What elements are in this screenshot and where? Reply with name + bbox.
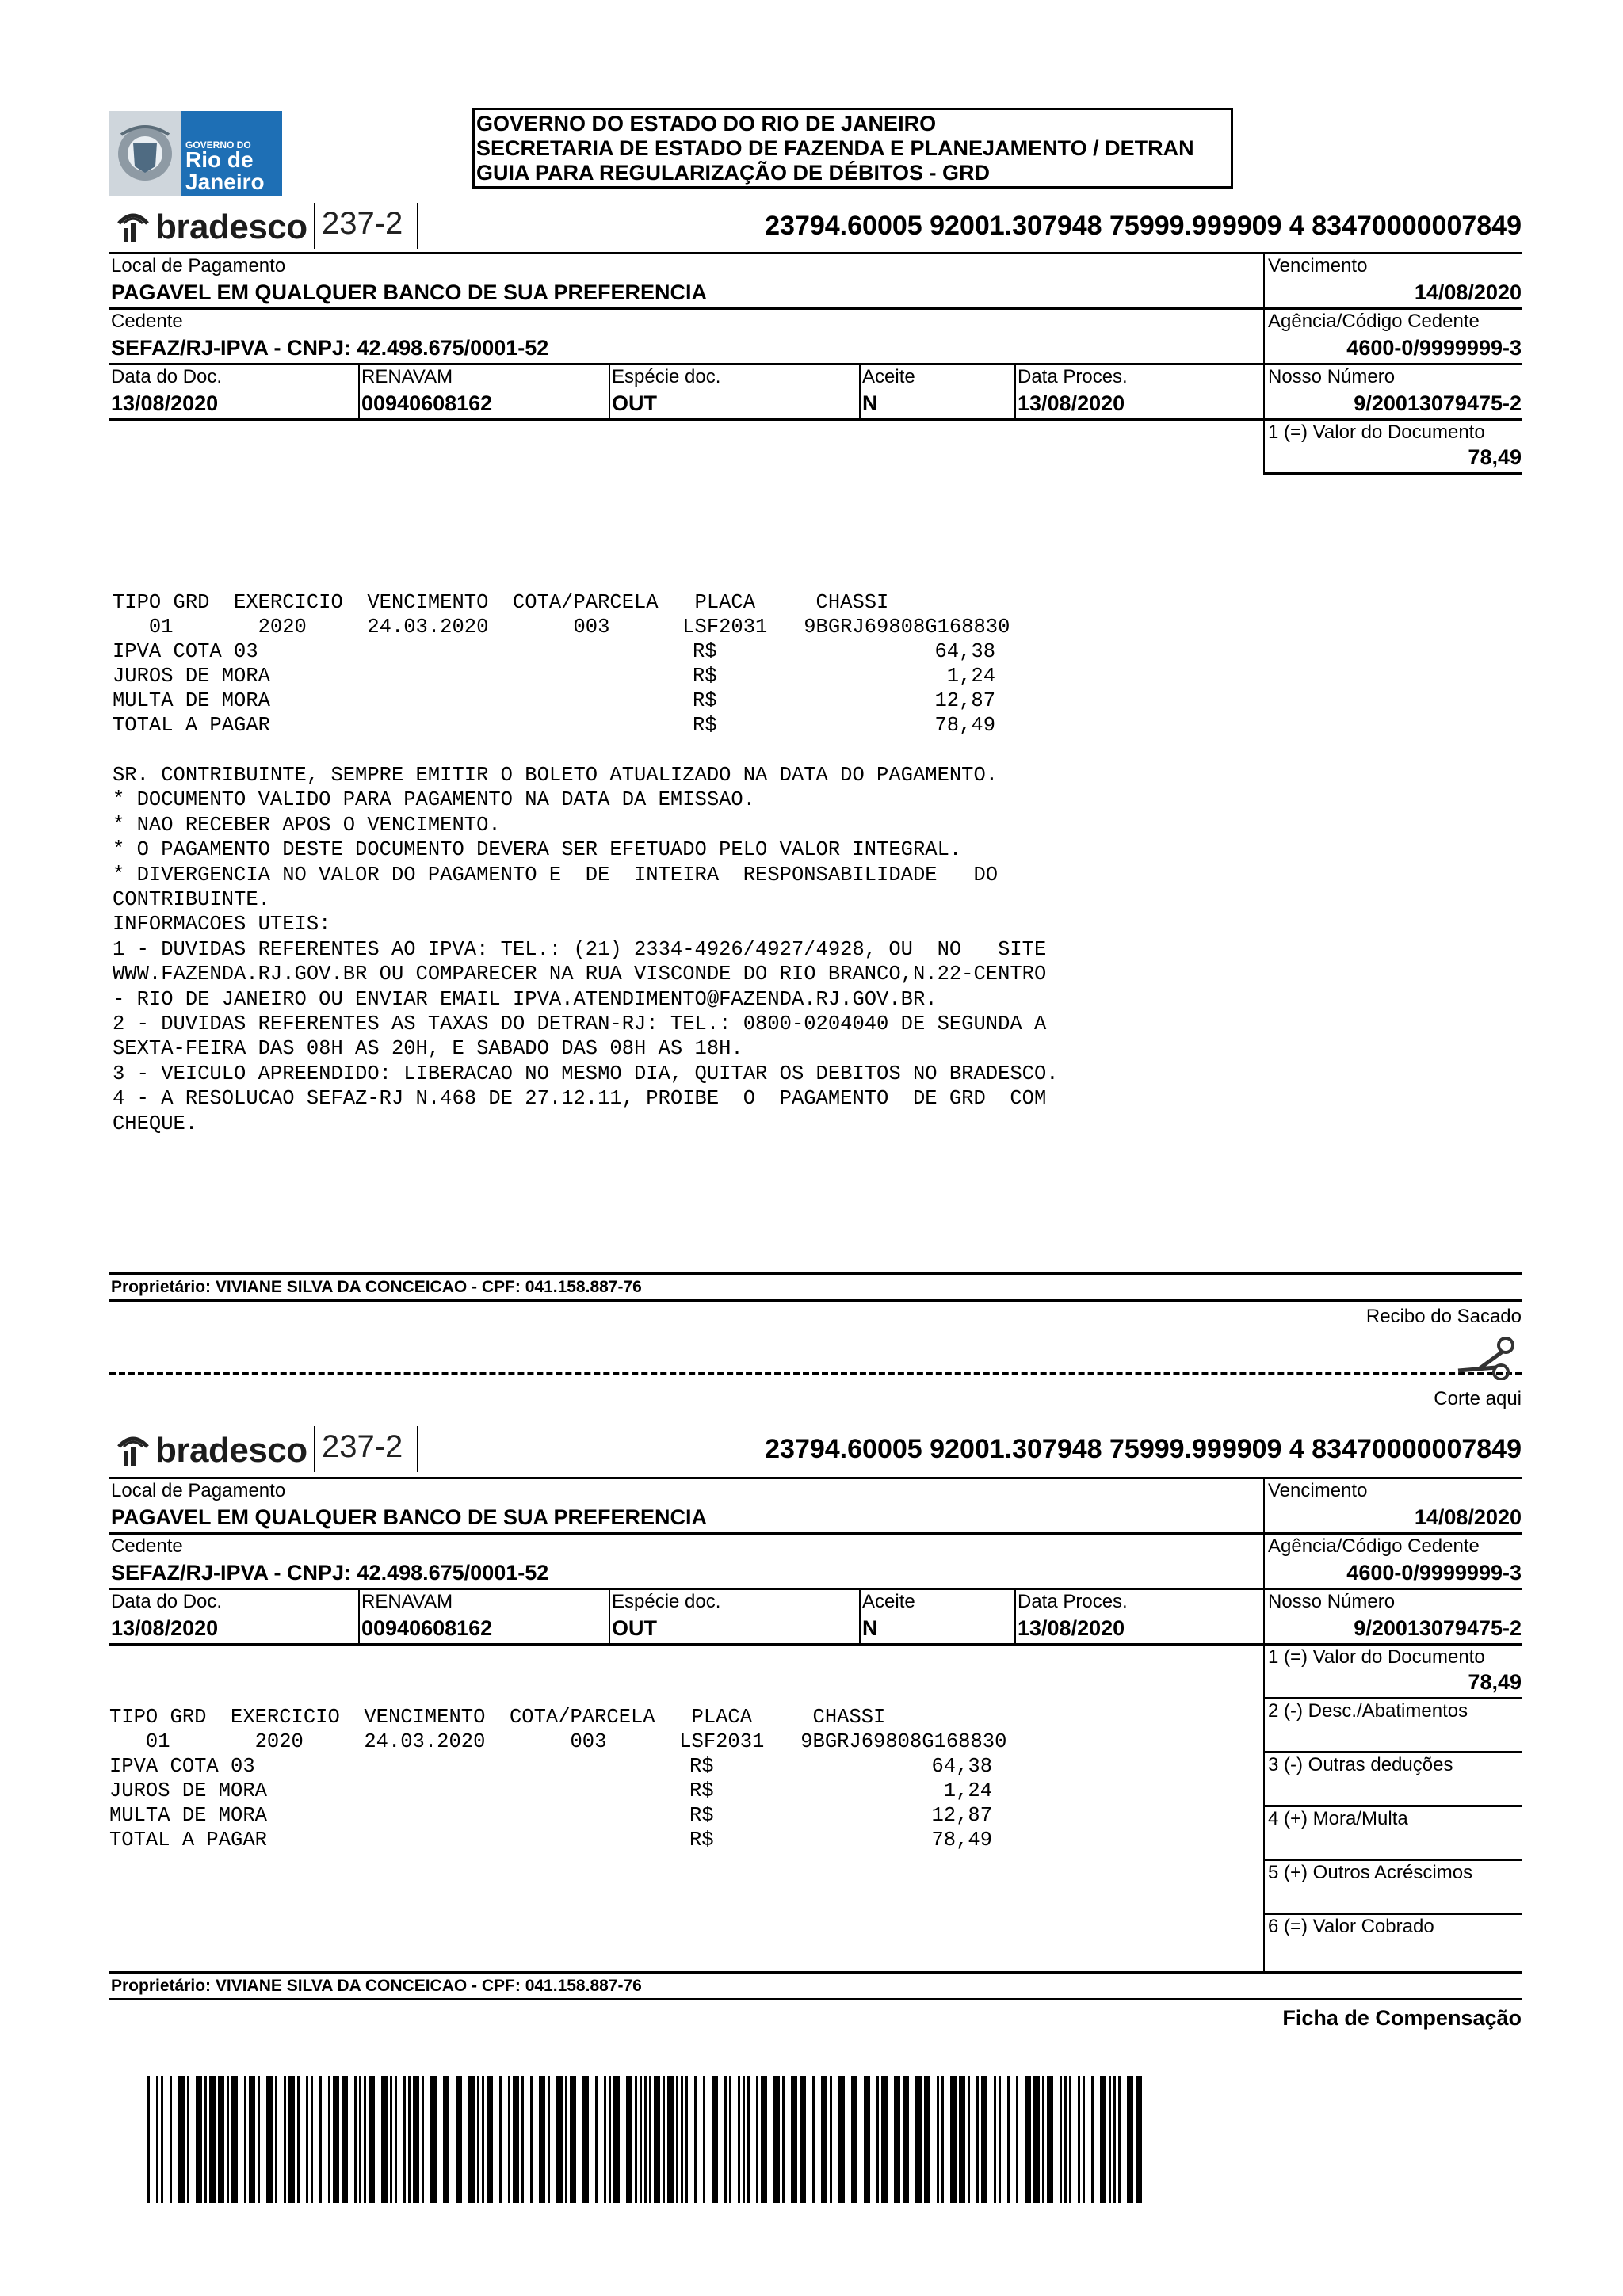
rule	[609, 363, 610, 418]
barcode-bar	[468, 2076, 475, 2203]
barcode-bar	[231, 2076, 238, 2203]
detail-total-currency: R$	[693, 714, 717, 737]
barcode-bar	[311, 2076, 313, 2203]
rule	[358, 363, 360, 418]
barcode-bar	[249, 2076, 255, 2203]
barcode-bar	[950, 2076, 957, 2203]
vencimento-label: Vencimento	[1268, 1480, 1368, 1501]
valor-doc-label: 1 (=) Valor do Documento	[1268, 421, 1485, 443]
barcode-bar	[244, 2076, 246, 2203]
barcode-bar	[422, 2076, 424, 2203]
logo-rio-text: Rio de	[185, 147, 254, 172]
rule	[109, 252, 1522, 254]
barcode-bar	[209, 2076, 216, 2203]
cedente-label: Cedente	[111, 1535, 183, 1557]
nosso-numero-value: 9/20013079475-2	[1354, 391, 1522, 415]
header-title-line-2: SECRETARIA DE ESTADO DE FAZENDA E PLANEJAMENTO / DETRAN	[476, 136, 1194, 160]
barcode-bar	[1060, 2076, 1062, 2203]
barcode-bar	[773, 2076, 780, 2203]
barcode-bar	[999, 2076, 1001, 2203]
barcode-bar	[821, 2076, 827, 2203]
barcode-bar	[915, 2076, 922, 2203]
barcode-bar	[894, 2076, 900, 2203]
instruction-line: * DIVERGENCIA NO VALOR DO PAGAMENTO E DE INTEIRA RESPONSABILIDADE DO	[113, 863, 999, 887]
barcode-bar	[613, 2076, 620, 2203]
instruction-line: * NAO RECEBER APOS O VENCIMENTO.	[113, 813, 501, 837]
rule	[1014, 1588, 1016, 1643]
detail-line-amount: 1,24	[943, 1779, 992, 1802]
barcode-bar	[1016, 2076, 1018, 2203]
barcode-bar	[395, 2076, 397, 2203]
barcode-bar	[968, 2076, 970, 2203]
aceite-value: N	[862, 1616, 878, 1640]
rule	[859, 1588, 861, 1643]
bank-name: bradesco	[155, 208, 307, 246]
data-proces-value: 13/08/2020	[1018, 1616, 1125, 1640]
barcode-bar	[864, 2076, 870, 2203]
barcode-bar	[761, 2076, 767, 2203]
agencia-value: 4600-0/9999999-3	[1346, 1561, 1522, 1585]
especie-label: Espécie doc.	[612, 366, 721, 387]
bank-code: 237-2	[322, 206, 403, 241]
barcode-bar	[306, 2076, 308, 2203]
barcode-bar	[359, 2076, 361, 2203]
barcode-bar	[903, 2076, 909, 2203]
logo-governo-text: GOVERNO DO	[185, 139, 251, 151]
bank-divider-2	[417, 1426, 418, 1472]
rule	[1263, 1697, 1522, 1699]
detail-line-currency: R$	[689, 1804, 714, 1827]
data-proces-label: Data Proces.	[1018, 1591, 1128, 1612]
rule	[859, 363, 861, 418]
barcode-bar	[328, 2076, 330, 2203]
details-header-row: TIPO GRD EXERCICIO VENCIMENTO COTA/PARCELA PLACA CHASSI	[109, 1706, 886, 1729]
barcode-bar	[170, 2076, 172, 2203]
renavam-label: RENAVAM	[361, 1591, 453, 1612]
local-pagamento-label: Local de Pagamento	[111, 255, 286, 277]
barcode-bar	[408, 2076, 411, 2203]
barcode-bar	[582, 2076, 589, 2203]
header-title-line-1: GOVERNO DO ESTADO DO RIO DE JANEIRO	[476, 112, 937, 135]
barcode-bar	[1042, 2076, 1044, 2203]
barcode-bar	[477, 2076, 479, 2203]
renavam-value: 00940608162	[361, 391, 493, 415]
linha-digitavel: 23794.60005 92001.307948 75999.999909 4 83470000007849	[765, 1434, 1522, 1464]
rule	[1263, 472, 1522, 475]
barcode-bar	[743, 2076, 745, 2203]
detail-total-label: TOTAL A PAGAR	[113, 714, 270, 737]
scissors-icon	[1455, 1336, 1522, 1380]
nosso-numero-label: Nosso Número	[1268, 1591, 1396, 1612]
instruction-line: 4 - A RESOLUCAO SEFAZ-RJ N.468 DE 27.12.11, PROIBE O PAGAMENTO DE GRD COM	[113, 1087, 1047, 1111]
barcode-bar	[539, 2076, 545, 2203]
barcode-bar	[1069, 2076, 1071, 2203]
detail-line-amount: 12,87	[931, 1804, 992, 1827]
barcode-bar	[976, 2076, 979, 2203]
rule	[1263, 1477, 1265, 1973]
barcode-bar	[1007, 2076, 1010, 2203]
instruction-line: 1 - DUVIDAS REFERENTES AO IPVA: TEL.: (21) 2334-4926/4927/4928, OU NO SITE	[113, 937, 1047, 961]
barcode-bar	[369, 2076, 375, 2203]
barcode-bar	[830, 2076, 832, 2203]
barcode-bar	[595, 2076, 598, 2203]
rule	[109, 1588, 1522, 1590]
barcode-bar	[747, 2076, 750, 2203]
details-values-row: 01 2020 24.03.2020 003 LSF2031 9BGRJ69808G168830	[109, 1730, 1007, 1753]
barcode-bar	[521, 2076, 524, 2203]
instruction-line: WWW.FAZENDA.RJ.GOV.BR OU COMPARECER NA RUA VISCONDE DO RIO BRANCO,N.22-CENTRO	[113, 963, 1047, 986]
vencimento-value: 14/08/2020	[1414, 1505, 1522, 1529]
barcode-bar	[676, 2076, 678, 2203]
barcode-bar	[1091, 2076, 1094, 2203]
agencia-label: Agência/Código Cedente	[1268, 311, 1480, 332]
detail-line-amount: 12,87	[934, 689, 995, 712]
barcode-bar	[729, 2076, 731, 2203]
barcode-bar	[227, 2076, 229, 2203]
detail-line-label: JUROS DE MORA	[113, 665, 270, 688]
barcode-bar	[1109, 2076, 1111, 2203]
barcode-bar	[548, 2076, 550, 2203]
barcode-bar	[681, 2076, 683, 2203]
instructions-block	[113, 763, 1059, 1136]
barcode-bar	[297, 2076, 300, 2203]
bank-name: bradesco	[155, 1431, 307, 1470]
bradesco-icon	[116, 206, 151, 244]
barcode-bar	[959, 2076, 965, 2203]
detail-line-amount: 64,38	[931, 1755, 992, 1778]
barcode-bar	[430, 2076, 437, 2203]
barcode-bar	[403, 2076, 406, 2203]
aceite-label: Aceite	[862, 366, 915, 387]
barcode-bar	[487, 2076, 493, 2203]
instruction-line: SR. CONTRIBUINTE, SEMPRE EMITIR O BOLETO ATUALIZADO NA DATA DO PAGAMENTO.	[113, 764, 999, 787]
barcode-bar	[196, 2076, 202, 2203]
renavam-label: RENAVAM	[361, 366, 453, 387]
recibo-sacado-label: Recibo do Sacado	[1365, 1306, 1522, 1327]
barcode-bar	[644, 2076, 647, 2203]
detail-line-label: IPVA COTA 03	[113, 640, 258, 663]
barcode-bar	[275, 2076, 277, 2203]
rule	[358, 1588, 360, 1643]
barcode-bar	[499, 2076, 502, 2203]
barcode-bar	[284, 2076, 286, 2203]
rule	[109, 1971, 1522, 1974]
barcode-bar	[1033, 2076, 1040, 2203]
valor-doc-label: 1 (=) Valor do Documento	[1268, 1646, 1485, 1668]
especie-value: OUT	[612, 1616, 657, 1640]
barcode-bar	[1113, 2076, 1116, 2203]
barcode-bar	[530, 2076, 533, 2203]
barcode-bar	[724, 2076, 727, 2203]
rule	[1263, 1805, 1522, 1807]
barcode-bar	[508, 2076, 510, 2203]
bank-code: 237-2	[322, 1429, 403, 1464]
barcode-bar	[556, 2076, 563, 2203]
barcode-bar	[1083, 2076, 1085, 2203]
cedente-label: Cedente	[111, 311, 183, 332]
barcode-bar	[791, 2076, 797, 2203]
valor-doc-value: 78,49	[1468, 1670, 1522, 1694]
nosso-numero-value: 9/20013079475-2	[1354, 1616, 1522, 1640]
instruction-line: INFORMACOES UTEIS:	[113, 913, 331, 936]
bank-divider-1	[314, 203, 315, 249]
barcode-bar	[258, 2076, 260, 2203]
data-proces-label: Data Proces.	[1018, 366, 1128, 387]
barcode-bar	[443, 2076, 449, 2203]
instruction-line: CHEQUE.	[113, 1112, 198, 1135]
valor-doc-value: 78,49	[1468, 445, 1522, 469]
data-doc-label: Data do Doc.	[111, 366, 223, 387]
barcode-bar	[994, 2076, 996, 2203]
detail-line-label: JUROS DE MORA	[109, 1779, 267, 1802]
barcode-bar	[390, 2076, 392, 2203]
barcode-bar	[1118, 2076, 1121, 2203]
barcode-bar	[937, 2076, 939, 2203]
rule	[109, 1532, 1522, 1535]
detail-total-amount: 78,49	[931, 1829, 992, 1852]
barcode-bar	[565, 2076, 567, 2203]
especie-label: Espécie doc.	[612, 1591, 721, 1612]
barcode-bar	[838, 2076, 845, 2203]
agencia-value: 4600-0/9999999-3	[1346, 336, 1522, 360]
barcode-bar	[1064, 2076, 1067, 2203]
detail-line-label: MULTA DE MORA	[113, 689, 270, 712]
barcode-bar	[712, 2076, 718, 2203]
rule	[1263, 1859, 1522, 1861]
barcode-bar	[156, 2076, 158, 2203]
barcode-bar	[570, 2076, 576, 2203]
barcode-bar	[413, 2076, 419, 2203]
rule	[109, 1643, 1522, 1646]
barcode-bar	[604, 2076, 606, 2203]
instruction-line: * DOCUMENTO VALIDO PARA PAGAMENTO NA DATA DA EMISSAO.	[113, 788, 756, 812]
data-proces-value: 13/08/2020	[1018, 391, 1125, 415]
rule	[609, 1588, 610, 1643]
instruction-line: SEXTA-FEIRA DAS 08H AS 20H, E SABADO DAS 08H AS 18H.	[113, 1037, 743, 1061]
instruction-line: 3 - VEICULO APREENDIDO: LIBERACAO NO MESMO DIA, QUITAR OS DEBITOS NO BRADESCO.	[113, 1062, 1059, 1085]
nosso-numero-label: Nosso Número	[1268, 366, 1396, 387]
barcode-bar	[876, 2076, 879, 2203]
barcode-bar	[1100, 2076, 1106, 2203]
local-pagamento-label: Local de Pagamento	[111, 1480, 286, 1501]
cedente-value: SEFAZ/RJ-IPVA - CNPJ: 42.498.675/0001-52	[111, 336, 549, 360]
barcode-bar	[1025, 2076, 1031, 2203]
cedente-value: SEFAZ/RJ-IPVA - CNPJ: 42.498.675/0001-52	[111, 1561, 549, 1585]
linha-digitavel: 23794.60005 92001.307948 75999.999909 4 83470000007849	[765, 211, 1522, 241]
proprietario-upper: Proprietário: VIVIANE SILVA DA CONCEICAO - CPF: 041.158.887-76	[111, 1278, 642, 1296]
rule	[109, 418, 1522, 421]
data-doc-value: 13/08/2020	[111, 391, 219, 415]
barcode-bar	[667, 2076, 674, 2203]
barcode-bar	[178, 2076, 185, 2203]
barcode	[147, 2076, 1146, 2203]
detail-total-amount: 78,49	[934, 714, 995, 737]
details-header-row: TIPO GRD EXERCICIO VENCIMENTO COTA/PARCELA PLACA CHASSI	[113, 591, 889, 614]
detail-line-currency: R$	[689, 1779, 714, 1802]
barcode-bar	[640, 2076, 642, 2203]
barcode-bar	[354, 2076, 357, 2203]
barcode-bar	[694, 2076, 697, 2203]
barcode-bar	[1047, 2076, 1053, 2203]
data-doc-label: Data do Doc.	[111, 1591, 223, 1612]
instruction-line: - RIO DE JANEIRO OU ENVIAR EMAIL IPVA.ATENDIMENTO@FAZENDA.RJ.GOV.BR.	[113, 987, 938, 1011]
detail-total-currency: R$	[689, 1829, 714, 1852]
instruction-line: * O PAGAMENTO DESTE DOCUMENTO DEVERA SER EFETUADO PELO VALOR INTEGRAL.	[113, 838, 962, 862]
agencia-label: Agência/Código Cedente	[1268, 1535, 1480, 1557]
bradesco-icon	[116, 1429, 151, 1467]
barcode-bar	[649, 2076, 651, 2203]
barcode-bar	[1136, 2076, 1142, 2203]
detail-line-currency: R$	[693, 665, 717, 688]
state-logo	[109, 111, 282, 196]
corte-aqui-label: Corte aqui	[1434, 1388, 1522, 1409]
detail-line-currency: R$	[689, 1755, 714, 1778]
barcode-bar	[851, 2076, 857, 2203]
rule	[109, 363, 1522, 365]
barcode-bar	[161, 2076, 163, 2203]
barcode-bar	[381, 2076, 388, 2203]
barcode-bar	[319, 2076, 322, 2203]
detail-line-amount: 1,24	[946, 665, 995, 688]
barcode-bar	[738, 2076, 740, 2203]
rule	[1263, 1913, 1522, 1915]
proprietario-lower: Proprietário: VIVIANE SILVA DA CONCEICAO - CPF: 041.158.887-76	[111, 1977, 642, 1995]
barcode-bar	[204, 2076, 207, 2203]
barcode-bar	[635, 2076, 637, 2203]
detail-line-currency: R$	[693, 689, 717, 712]
valor-cobrado-label: 6 (=) Valor Cobrado	[1268, 1916, 1434, 1937]
rule	[109, 307, 1522, 310]
barcode-bar	[981, 2076, 987, 2203]
barcode-bar	[513, 2076, 519, 2203]
barcode-bar	[663, 2076, 665, 2203]
cut-line	[109, 1372, 1522, 1375]
barcode-bar	[703, 2076, 705, 2203]
barcode-bar	[782, 2076, 785, 2203]
header-title-box	[472, 108, 1233, 189]
barcode-bar	[364, 2076, 366, 2203]
detail-total-label: TOTAL A PAGAR	[109, 1829, 267, 1852]
barcode-bar	[756, 2076, 758, 2203]
bradesco-logo-bottom	[116, 1426, 322, 1472]
bradesco-logo-top	[116, 203, 322, 249]
local-pagamento-value: PAGAVEL EM QUALQUER BANCO DE SUA PREFERENCIA	[111, 1505, 708, 1529]
renavam-value: 00940608162	[361, 1616, 493, 1640]
barcode-bar	[147, 2076, 150, 2203]
logo-janeiro-text: Janeiro	[185, 170, 265, 194]
barcode-bar	[456, 2076, 462, 2203]
vencimento-value: 14/08/2020	[1414, 280, 1522, 304]
rule	[1263, 1751, 1522, 1753]
barcode-bar	[342, 2076, 348, 2203]
vencimento-label: Vencimento	[1268, 255, 1368, 277]
barcode-bar	[266, 2076, 273, 2203]
especie-value: OUT	[612, 391, 657, 415]
barcode-bar	[1127, 2076, 1133, 2203]
mora-multa-label: 4 (+) Mora/Multa	[1268, 1808, 1408, 1829]
detail-line-currency: R$	[693, 640, 717, 663]
outros-acrescimos-label: 5 (+) Outros Acréscimos	[1268, 1862, 1473, 1883]
aceite-value: N	[862, 391, 878, 415]
barcode-bar	[626, 2076, 632, 2203]
outras-deducoes-label: 3 (-) Outras deduções	[1268, 1754, 1453, 1775]
rule	[1014, 363, 1016, 418]
barcode-bar	[288, 2076, 295, 2203]
barcode-bar	[333, 2076, 339, 2203]
aceite-label: Aceite	[862, 1591, 915, 1612]
barcode-bar	[609, 2076, 611, 2203]
ficha-compensacao-label: Ficha de Compensação	[1282, 2006, 1522, 2030]
detail-line-amount: 64,38	[934, 640, 995, 663]
data-doc-value: 13/08/2020	[111, 1616, 219, 1640]
barcode-bar	[812, 2076, 815, 2203]
details-values-row: 01 2020 24.03.2020 003 LSF2031 9BGRJ69808G168830	[113, 616, 1010, 639]
barcode-bar	[218, 2076, 224, 2203]
desc-abatimentos-label: 2 (-) Desc./Abatimentos	[1268, 1700, 1468, 1722]
detail-line-label: IPVA COTA 03	[109, 1755, 255, 1778]
local-pagamento-value: PAGAVEL EM QUALQUER BANCO DE SUA PREFERENCIA	[111, 280, 708, 304]
barcode-bar	[924, 2076, 930, 2203]
detail-line-label: MULTA DE MORA	[109, 1804, 267, 1827]
rule	[109, 1477, 1522, 1479]
barcode-bar	[941, 2076, 944, 2203]
instruction-line: 2 - DUVIDAS REFERENTES AS TAXAS DO DETRAN-RJ: TEL.: 0800-0204040 DE SEGUNDA A	[113, 1013, 1047, 1036]
barcode-bar	[187, 2076, 189, 2203]
rule	[109, 1998, 1522, 2000]
barcode-bar	[654, 2076, 660, 2203]
bank-divider-1	[314, 1426, 315, 1472]
barcode-bar	[685, 2076, 688, 2203]
instruction-line: CONTRIBUINTE.	[113, 888, 270, 912]
rule	[109, 1272, 1522, 1275]
barcode-bar	[1078, 2076, 1080, 2203]
header-title-line-3: GUIA PARA REGULARIZAÇÃO DE DÉBITOS - GRD	[476, 161, 991, 185]
bank-divider-2	[417, 203, 418, 249]
rule	[109, 1299, 1522, 1302]
barcode-bar	[482, 2076, 484, 2203]
barcode-bar	[800, 2076, 806, 2203]
barcode-bar	[881, 2076, 888, 2203]
